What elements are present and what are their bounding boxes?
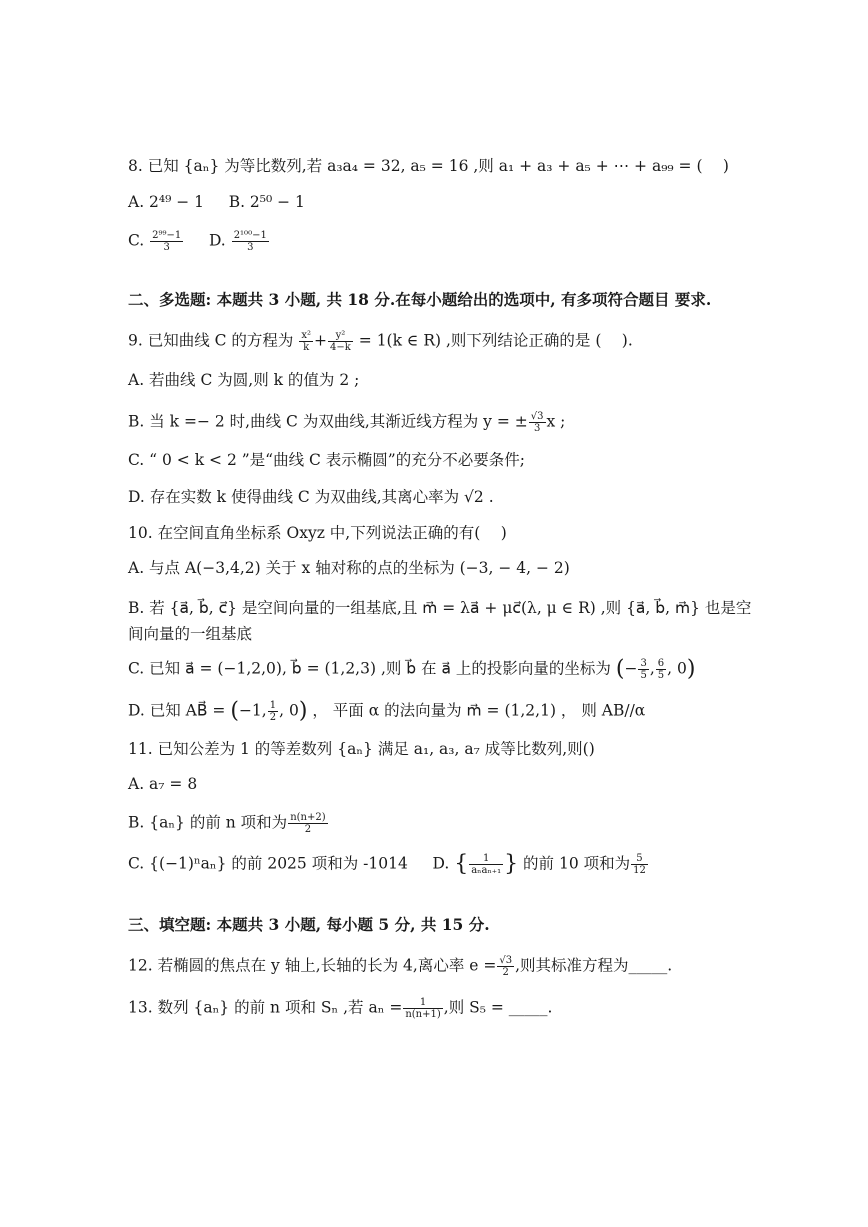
option-a: A. 2⁴⁹ − 1	[128, 193, 205, 211]
question-10-option-a: A. 与点 A(−3,4,2) 关于 x 轴对称的点的坐标为 (−3, − 4, − 2)	[128, 559, 570, 577]
question-8-options-ab	[128, 192, 305, 212]
question-11-option-c: C. {(−1)ⁿaₙ} 的前 2025 项和为 -1014	[128, 854, 408, 873]
question-11-option-b: B. {aₙ} 的前 n 项和为 $\frac{n(n+2)}{2}$	[128, 812, 326, 835]
question-9-option-a: A. 若曲线 C 为圆,则 k 的值为 2 ;	[128, 371, 360, 389]
option-b: B. 2⁵⁰ − 1	[228, 193, 305, 211]
question-11-stem: 11. 已知公差为 1 的等差数列 {aₙ} 满足 a₁, a₃, a₇ 成等比数列,则()	[128, 740, 595, 758]
question-9-stem: 9. 已知曲线 C 的方程为 $\frac{\text{x²}}{k}$ + $\frac{\text{y²}}{4-k}$ = 1(k ∈ R) ,则下列结论正确的是 ( ).	[128, 330, 633, 353]
question-9-option-c: C. “ 0 < k < 2 ”是“曲线 C 表示椭圆”的充分不必要条件;	[128, 451, 525, 469]
question-11-option-a: A. a₇ = 8	[128, 775, 198, 793]
question-10-option-b-line1: B. 若 {a⃗, b⃗, c⃗} 是空间向量的一组基底,且 m⃗ = λa⃗ + μc⃗(λ, μ ∈ R) ,则 {a⃗, b⃗, m⃗} 也是空	[128, 599, 752, 617]
question-12: 12. 若椭圆的焦点在 y 轴上,长轴的长为 4,离心率 e = $\frac{√3}{2}$ ,则其标准方程为_____.	[128, 955, 673, 978]
question-8-options-cd: C. $\frac{\text{2⁹⁹−1}}{3}$ D. $\frac{\text{2¹⁰⁰−1}}{3}$	[128, 230, 267, 253]
question-10-option-d: D. 已知 AB⃗ = (−1, $\frac{1}{2}$ , 0) ， 平面 α 的法向量为 m⃗ = (1,2,1) ， 则 AB//α	[128, 698, 646, 724]
option-d-fraction: $\frac{\text{2¹⁰⁰−1}}{3}$	[233, 230, 267, 253]
question-10-option-b-line2: 间向量的一组基底	[128, 625, 253, 643]
question-8-stem: 8. 已知 {aₙ} 为等比数列,若 a₃a₄ = 32, a₅ = 16 ,则 a₁ + a₃ + a₅ + ⋯ + a₉₉ = ( )	[128, 157, 729, 175]
question-10-option-c: C. 已知 a⃗ = (−1,2,0), b⃗ = (1,2,3) ,则 b⃗ 在 a⃗ 上的投影向量的坐标为 (− $\frac{3}{5}$ , $\frac{6}{5}$ , 0)	[128, 656, 696, 682]
section-3-heading: 三、填空题: 本题共 3 小题, 每小题 5 分, 共 15 分.	[128, 915, 490, 934]
option-c-fraction: $\frac{\text{2⁹⁹−1}}{3}$	[152, 230, 182, 253]
question-13: 13. 数列 {aₙ} 的前 n 项和 Sₙ ,若 aₙ = $\frac{1}{n(n+1)}$ ,则 S₅ = _____.	[128, 997, 553, 1020]
section-2-heading: 二、多选题: 本题共 3 小题, 共 18 分.在每小题给出的选项中, 有多项符合题目 要求.	[128, 290, 712, 309]
question-10-stem: 10. 在空间直角坐标系 Oxyz 中,下列说法正确的有( )	[128, 524, 507, 542]
question-9-option-d: D. 存在实数 k 使得曲线 C 为双曲线,其离心率为 √2 .	[128, 488, 494, 506]
question-9-option-b: B. 当 k =− 2 时,曲线 C 为双曲线,其渐近线方程为 y = ± $\frac{√3}{3}$ x ;	[128, 411, 566, 434]
question-11-option-cd: C. {(−1)ⁿaₙ} 的前 2025 项和为 -1014 D. { $\frac{1}{\text{aₙaₙ₊₁}}$ } 的前 10 项和为 $\frac{5}{12}$	[128, 851, 646, 877]
